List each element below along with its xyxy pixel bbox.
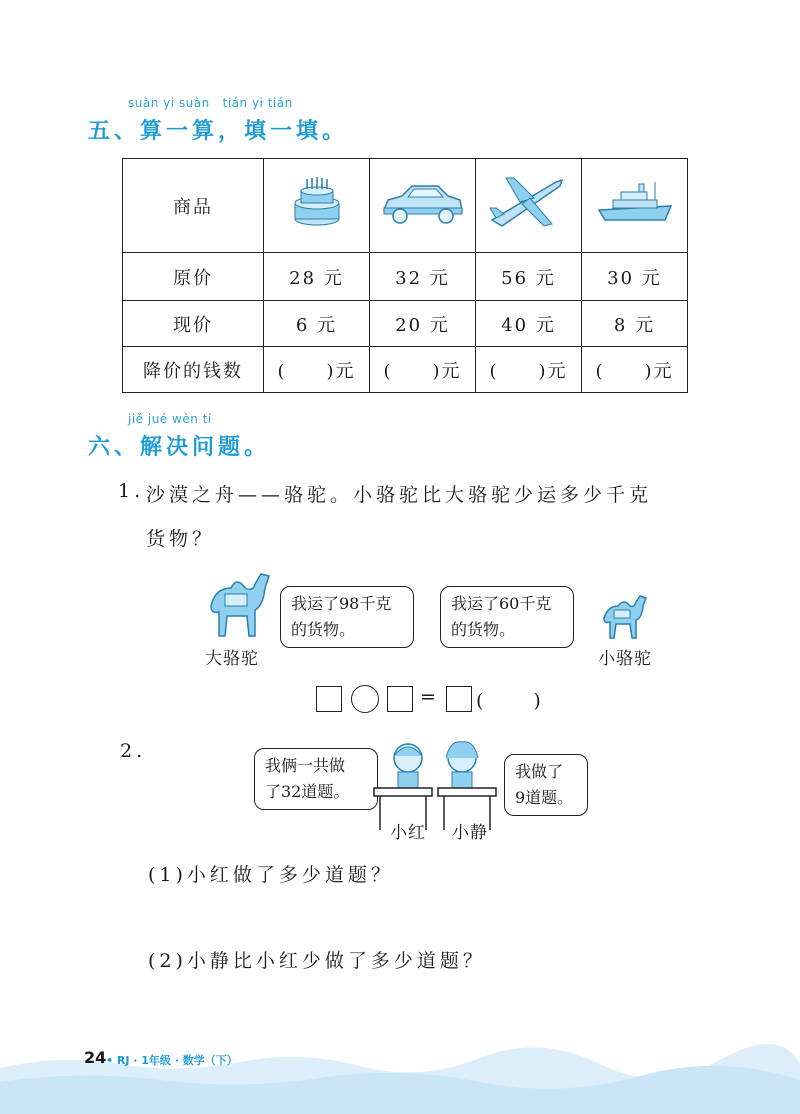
q2-number: 2. bbox=[120, 740, 147, 762]
header-label: 商品 bbox=[173, 196, 213, 218]
xiaojing-speech-bubble bbox=[504, 754, 588, 816]
q1-text-line2: 货物？ bbox=[146, 528, 216, 550]
section6-pinyin: jiě jué wèn tí bbox=[128, 412, 212, 426]
big-camel-speech-bubble bbox=[280, 586, 414, 648]
small-camel-label: 小骆驼 bbox=[598, 649, 652, 669]
item-cake bbox=[264, 159, 370, 253]
header-cell bbox=[123, 159, 264, 253]
price-cell: 8 元 bbox=[582, 301, 688, 347]
row-price-reduction bbox=[123, 347, 688, 393]
xiaohong-speech-bubble bbox=[254, 748, 378, 810]
item-car bbox=[370, 159, 476, 253]
row-label: 降价的钱数 bbox=[123, 347, 264, 393]
price-cell: 28 元 bbox=[264, 253, 370, 301]
q1-number: 1. bbox=[118, 480, 145, 502]
price-cell: 30 元 bbox=[582, 253, 688, 301]
xiaojing-label: 小静 bbox=[452, 823, 488, 843]
xiaohong-label: 小红 bbox=[390, 823, 426, 843]
row-current-price bbox=[123, 301, 688, 347]
q2-subquestion-2: (2)小静比小红少做了多少道题？ bbox=[148, 950, 486, 972]
price-cell: 6 元 bbox=[264, 301, 370, 347]
section5-title: 五、算一算，填一填。 bbox=[88, 119, 349, 144]
section6-title: 六、解决问题。 bbox=[88, 435, 271, 460]
section5-pinyin: suàn yi suàn tián yi tián bbox=[128, 96, 293, 110]
bubble-line: 我运了60千克 bbox=[451, 594, 552, 613]
price-cell: 56 元 bbox=[476, 253, 582, 301]
big-camel-icon bbox=[205, 566, 275, 642]
price-cell: 20 元 bbox=[370, 301, 476, 347]
equation-box-2[interactable] bbox=[387, 686, 413, 712]
equation-unit-blank[interactable]: ( ) bbox=[476, 690, 545, 712]
item-airplane bbox=[476, 159, 582, 253]
bubble-line: 我俩一共做 bbox=[265, 756, 346, 775]
row-label: 现价 bbox=[123, 301, 264, 347]
row-label: 原价 bbox=[123, 253, 264, 301]
equation-box-3[interactable] bbox=[446, 686, 472, 712]
big-camel-label: 大骆驼 bbox=[205, 649, 259, 669]
bubble-line: 了32道题。 bbox=[265, 782, 350, 801]
small-camel-speech-bubble bbox=[440, 586, 574, 648]
cake-icon bbox=[287, 173, 347, 233]
equation-equals: = bbox=[420, 686, 440, 708]
item-ship bbox=[582, 159, 688, 253]
ship-icon bbox=[595, 178, 675, 228]
bubble-line: 9道题。 bbox=[515, 788, 574, 807]
small-camel-icon bbox=[600, 590, 650, 642]
footer-book-info: • RJ · 1年级 · 数学（下） bbox=[106, 1054, 238, 1067]
price-cell: 40 元 bbox=[476, 301, 582, 347]
row-original-price bbox=[123, 253, 688, 301]
answer-blank[interactable]: ( )元 bbox=[582, 347, 688, 393]
bubble-line: 的货物。 bbox=[291, 620, 356, 639]
q2-subquestion-1: (1)小红做了多少道题？ bbox=[148, 864, 394, 886]
car-icon bbox=[380, 178, 466, 228]
price-cell: 32 元 bbox=[370, 253, 476, 301]
bubble-line: 的货物。 bbox=[451, 620, 516, 639]
bubble-line: 我运了98千克 bbox=[291, 594, 392, 613]
equation-operator-circle[interactable] bbox=[351, 685, 379, 713]
bubble-line: 我做了 bbox=[515, 762, 564, 781]
answer-blank[interactable]: ( )元 bbox=[476, 347, 582, 393]
q1-text-line1: 沙漠之舟——骆驼。小骆驼比大骆驼少运多少千克 bbox=[146, 484, 653, 506]
price-table bbox=[122, 158, 688, 393]
page-number: 24 bbox=[84, 1048, 107, 1067]
airplane-icon bbox=[486, 168, 572, 238]
equation-box-1[interactable] bbox=[316, 686, 342, 712]
answer-blank[interactable]: ( )元 bbox=[264, 347, 370, 393]
answer-blank[interactable]: ( )元 bbox=[370, 347, 476, 393]
